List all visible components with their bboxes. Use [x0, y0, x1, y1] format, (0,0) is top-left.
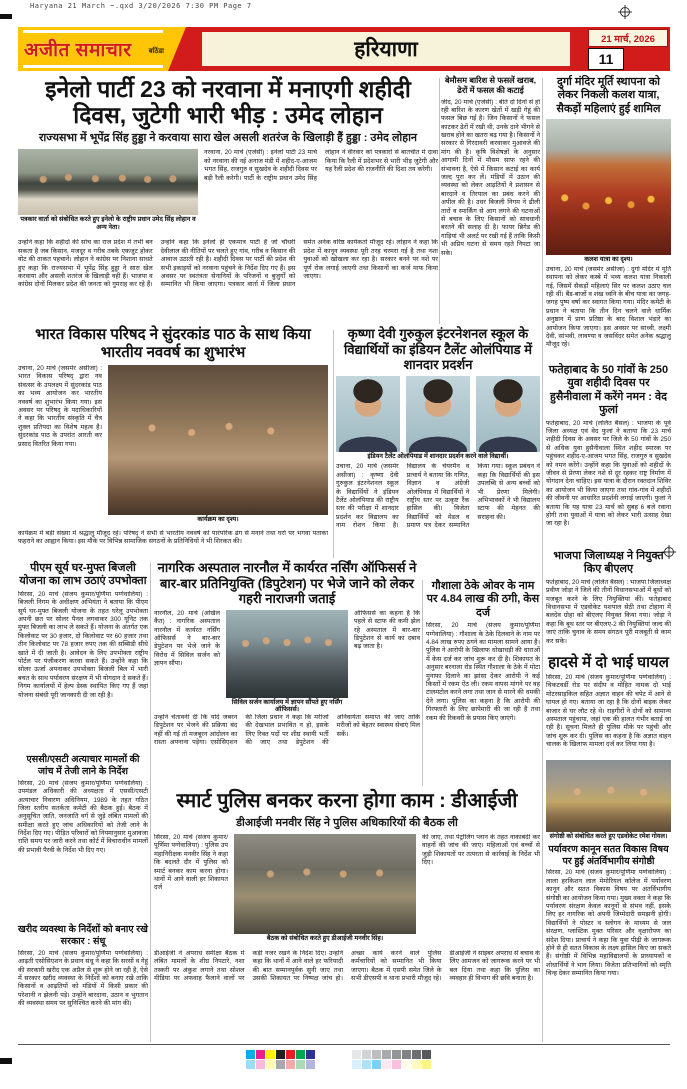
fatehabad-body: फतेहाबाद, 20 मार्च (ललित बैंसल) : भाजपा के पूर्व जिला अध्यक्ष एवं वेद फुलां ने बताया कि 23 मार्च शहीदी दिवस के अवसर पर जिले के 50 गांवों के 250 से अधिक युवा हुसैनीवाला स्थित शहीद स्मारक पर पहुंचकर शहीद-ए-आजम भगत सिंह, राजगुरु व सुखदेव को नमन करेंगे। उन्होंने कहा कि युवाओं को शहीदों के जीवन से प्रेरणा लेकर नशे से दूर रहकर राष्ट्र निर्माण में योगदान देना चाहिए। इस यात्रा के दौरान रक्तदान शिविर का आयोजन भी किया जाएगा तथा गांव-गांव में शहीदों की जीवनी पर आधारित प्रदर्शनी लगाई जाएगी। फुलां ने बताया कि यह यात्रा 23 मार्च को सुबह 6 बजे रवाना होगी तथा युवाओं में यात्रा को लेकर भारी उत्साह देखा जा रहा है।	[546, 419, 671, 528]
nursing-photo	[226, 610, 348, 698]
gaushala-headline: गौशाला ठेके ओवर के नाम पर 4.84 लाख की ठगी, केस दर्ज	[426, 580, 540, 619]
print-slug-line: Haryana 21 March ~.qxd 3/20/2026 7:30 PM Page 7	[30, 2, 252, 10]
article-inelo-lead	[18, 76, 438, 322]
page-end-rule	[18, 1044, 670, 1045]
registration-mark-icon	[618, 5, 632, 19]
logo-slant-shape	[168, 27, 186, 71]
scst-headline: एससी/एसटी अत्याचार मामलों की जांच में तेजी लाने के निर्देश	[26, 754, 140, 777]
paper-name: अजीत समाचार	[24, 40, 132, 61]
lead-body-top: नरवाना, 20 मार्च (एजेंसी) : इनेलो पार्टी 23 मार्च को नरवाना की नई अनाज मंडी में शहीद-ए-आजम भगत सिंह, राजगुरु व सुखदेव के शहीदी दिवस पर बड़ी रैली करेगी। पार्टी के राष्ट्रीय प्रधान उमेद सिंह लोहान ने वीरवार को पत्रकारों से बातचीत में दावा किया कि रैली में प्रदेशभर से भारी भीड़ जुटेगी और यह रैली प्रदेश की राजनीति की दिशा तय करेगी।	[204, 149, 438, 182]
newspaper-logo	[18, 27, 168, 71]
nursing-headline: नागरिक अस्पताल नारनौल में कार्यरत नर्सिंग ऑफिसर्स ने बार-बार प्रतिनियुक्ति (डिपुटेशन) पर भेजे जाने को लेकर गहरी नाराजगी जताई	[157, 560, 417, 607]
accident-headline: हादसे में दो भाई घायल	[548, 654, 669, 671]
talent-body: उचाना, 20 मार्च (जसमेर असीजा) : कृष्णा देवी गुरुकुल इंटरनेशनल स्कूल के विद्यार्थियों ने इंडियन टैलेंट ओलंपियाड की राष्ट्रीय स्तर की परीक्षा में शानदार प्रदर्शन कर विद्यालय का नाम रोशन किया है। विद्यालय के चेयरमैन व प्राचार्य ने बताया कि गणित, विज्ञान व अंग्रेजी ओलंपियाड में विद्यार्थियों ने राष्ट्रीय स्तर पर उत्कृष्ट रैंक हासिल की। विजेता विद्यार्थियों को मेडल व प्रमाण पत्र देकर सम्मानित किया गया। स्कूल प्रबंधन ने कहा कि विद्यार्थियों की इस उपलब्धि से अन्य बच्चों को भी प्रेरणा मिलेगी। अभिभावकों ने भी विद्यालय स्टाफ की मेहनत की सराहना की।	[336, 463, 540, 530]
article-bjp-bla	[546, 550, 671, 650]
column-rule	[439, 78, 440, 324]
column-rule	[422, 580, 423, 786]
article-crops-brief	[441, 76, 540, 322]
nursing-body-bottom: उन्होंने चेतावनी दी कि यदि जबरन डिपुटेशन पर भेजने की प्रक्रिया बंद नहीं की गई तो मजबूरन आंदोलन का रास्ता अपनाना पड़ेगा। एसोसिएशन की जिला प्रधान ने कहा कि मरीजों की देखभाल प्रभावित न हो, इसके लिए रिक्त पदों पर शीघ्र स्थायी भर्ती की जाए तथा डेपुटेशन की अनिवार्यता समाप्त की जाए ताकि मरीजों को बेहतर स्वास्थ्य सेवाएं मिल सकें।	[154, 713, 420, 746]
kharid-headline: खरीद व्यवस्था के निर्देशों को बनाए रखे सरकार : संधू	[18, 924, 148, 947]
police-subheadline: डीआईजी मनवीर सिंह ने पुलिस अधिकारियों की बैठक ली	[236, 817, 458, 829]
police-photo	[234, 834, 416, 934]
police-body-left: सिरसा, 20 मार्च (संजय कुमार/पूर्णिमा पग्गेवालिया) : पुलिस उप महानिरीक्षक मनवीर सिंह ने कहा कि बदलते दौर में पुलिस को स्मार्ट बनकर काम करना होगा। थानों में आने वाली हर शिकायत दर्ज	[154, 834, 228, 892]
crops-headline: बेमौसम बारिश से फसलें खराब, ढेरों में फसल की कटाई	[444, 76, 537, 96]
talent-photo-caption: इंडियन टैलेंट ओलंपियाड में शानदार प्रदर्शन करने वाले विद्यार्थी।	[367, 452, 509, 460]
student-portrait-photo	[336, 376, 400, 452]
lead-figure	[18, 149, 198, 235]
lead-photo-caption: पत्रकार वार्ता को संबोधित करते हुए इनेलो के राष्ट्रीय प्रधान उमेद सिंह लोहान व अन्य नेता।	[20, 216, 196, 232]
bvp-figure	[108, 365, 328, 527]
article-bvp-navvarsh	[18, 326, 328, 560]
bvp-body-bottom: कार्यक्रम में बड़ी संख्या में श्रद्धालु मौजूद रहे। परिषद् ने सभी से भारतीय नववर्ष को पारंपरिक ढंग से मनाने तथा घरों पर भगवा पताका फहराने का आह्वान किया। इस मौके पर विभिन्न सामाजिक संगठनों के प्रतिनिधियों ने भी शिरकत की।	[18, 530, 328, 546]
bvp-body-left: उचाना, 20 मार्च (जसमेर असीजा) : भारत विकास परिषद् द्वारा नव संवत्सर के उपलक्ष्य में सुंदरकांड पाठ का भव्य आयोजन कर भारतीय नववर्ष का शुभारंभ किया गया। इस अवसर पर परिषद् के पदाधिकारियों ने कहा कि भारतीय संस्कृति में चैत्र शुक्ल प्रतिपदा का विशेष महत्व है। सुंदरकांड पाठ के उपरांत आरती कर प्रसाद वितरित किया गया।	[18, 365, 102, 448]
column-rule	[333, 330, 334, 558]
article-gaushala-fraud	[426, 580, 540, 786]
police-body-right: की जाए, तथा पेट्रोलिंग प्लान के तहत नाकाबंदी कर वाहनों की जांच की जाए। महिलाओं एवं बच्चों से जुड़ी शिकायतों पर तत्परता से कार्रवाई के निर्देश भी दिए।	[422, 834, 540, 867]
kalash-photo	[546, 119, 671, 255]
student-portrait-photo	[476, 376, 540, 452]
seminar-body: सिरसा, 20 मार्च (संजय कुमार/पूर्णिमा पग्गेवालिया) : लाला हरकिशन लाल मेमोरियल कॉलेज में पर्यावरण कानून और सतत विकास विषय पर अंतर्विभागीय संगोष्ठी का आयोजन किया गया। मुख्य वक्ता ने कहा कि पर्यावरण संरक्षण केवल कानूनों से संभव नहीं, इसके लिए हर नागरिक को अपनी जिम्मेदारी समझनी होगी। विद्यार्थियों ने पोस्टर व स्लोगन के माध्यम से जल संरक्षण, प्लास्टिक मुक्त परिसर और वृक्षारोपण का संदेश दिया। प्राचार्य ने कहा कि युवा पीढ़ी के जागरूक होने से ही सतत विकास के लक्ष्य हासिल किए जा सकते हैं। संगोष्ठी में विभिन्न महाविद्यालयों के प्राध्यापकों व शोधार्थियों ने भाग लिया। विजेता प्रतिभागियों को स्मृति चिन्ह देकर सम्मानित किया गया।	[546, 869, 671, 978]
seminar-photo	[546, 760, 671, 832]
article-fatehabad-youth	[546, 364, 671, 546]
article-scst-directions	[18, 754, 148, 920]
section-title: हरियाणा	[354, 38, 418, 61]
masthead	[18, 27, 670, 71]
lead-body-bottom: उन्होंने कहा कि शहीदों की सोच का राज प्रदेश में तभी बन सकता है जब किसान, मजदूर व गरीब तबके एकजुट होकर वोट की ताकत पहचानें। लोहान ने कांग्रेस पर निशाना साधते हुए कहा कि राज्यसभा में भूपेंद्र सिंह हुड्डा ने सारा खेल करवाया और असली शतरंज के खिलाड़ी वही हैं। भाजपा व कांग्रेस दोनों मिलकर प्रदेश की जनता को गुमराह कर रहे हैं। उन्होंने कहा कि इनेलो ही एकमात्र पार्टी है जो चौधरी देवीलाल की नीतियों पर चलते हुए गांव, गरीब व किसान की आवाज उठाती रही है। शहीदी दिवस पर पार्टी की प्रदेश की सभी इकाइयों को नरवाना पहुंचने के निर्देश दिए गए हैं। इस अवसर पर स्वतंत्रता सेनानियों के परिजनों व बुजुर्गों को सम्मानित भी किया जाएगा। पत्रकार वार्ता में जिला प्रधान समेत अनेक वरिष्ठ कार्यकर्ता मौजूद रहे। लोहान ने कहा कि प्रदेश में कानून व्यवस्था पूरी तरह चरमरा गई है तथा नशा युवाओं को खोखला कर रहा है। सरकार बनने पर नशे पर पूर्ण रोक लगाई जाएगी तथा किसानों का कर्ज माफ किया जाएगा।	[18, 239, 438, 289]
article-environment-seminar	[546, 760, 671, 1042]
article-kharid-vyavastha	[18, 924, 148, 1042]
pm-surya-headline: पीएम सूर्य घर-मुफ्त बिजली योजना का लाभ उठाएं उपभोक्ता	[19, 562, 147, 588]
article-nursing-officers	[154, 560, 420, 786]
section-title-box	[202, 32, 570, 66]
bla-body: फतेहाबाद, 20 मार्च (ललित बैंसल) : भाजपा जिलाध्यक्ष प्रवीण जोड़ा ने जिले की तीनों विधानसभाओं में बूथों को मजबूत करने के लिए नियुक्तियां कीं। फतेहाबाद विधानसभा में एडवोकेट यशपाल सेठी तथा टोहाना में बलदेव ग्रोहा को बीएलए नियुक्त किया गया। जोड़ा ने कहा कि बूथ स्तर पर बीएलए-2 की नियुक्तियां जल्द की जाएं ताकि चुनाव के समय संगठन पूरी मजबूती से काम कर सके।	[546, 578, 671, 645]
nursing-photo-caption: सिविल सर्जन कार्यालय में ज्ञापन सौंपते हुए नर्सिंग ऑफिसर्स।	[231, 698, 343, 714]
gaushala-body: सिरसा, 20 मार्च (संजय कुमार/पूर्णिमा पग्गेवालिया) : गौशाला के ठेके दिलवाने के नाम पर 4.84 लाख रुपए ठगने का मामला सामने आया है। पुलिस ने आरोपी के खिलाफ धोखाधड़ी की धाराओं में केस दर्ज कर जांच शुरू कर दी है। शिकायत के अनुसार बरनाला रोड स्थित गौशाला के ठेके में मोटा मुनाफा दिलाने का झांसा देकर आरोपी ने कई किस्तों में रकम ऐंठ ली। रकम वापस मांगने पर वह टालमटोल करने लगा तथा जान से मारने की धमकी देने लगा। पुलिस का कहना है कि आरोपी की गिरफ्तारी के लिए छापेमारी की जा रही है तथा रकम की रिकवरी के प्रयास किए जाएंगे।	[426, 622, 540, 722]
column-rule	[542, 78, 543, 1042]
article-accident	[546, 654, 671, 758]
seminar-headline: पर्यावरण कानून सतत विकास विषय पर हुई अंतर्विभागीय संगोष्ठी	[548, 843, 669, 867]
police-photo-caption: बैठक को संबोधित करते हुए डीआईजी मनवीर सिंह।	[266, 935, 384, 942]
edge-crop-mark	[0, 1058, 12, 1064]
fatehabad-headline: फतेहाबाद के 50 गांवों के 250 युवा शहीदी दिवस पर हुसैनीवाला में करेंगे नमन : वेद फुलां	[548, 364, 669, 417]
lead-subheadline: राज्यसभा में भूपेंद्र सिंह हुड्डा ने करवाया सारा खेल असली शतरंज के खिलाड़ी हैं हुड्डा : उमेद लोहान	[38, 132, 418, 145]
kalash-photo-caption: कलश यात्रा का दृश्य।	[584, 256, 633, 264]
student-portrait-photo	[406, 376, 470, 452]
date-page-stack	[586, 27, 670, 71]
kalash-headline: दुर्गा मंदिर मूर्ति स्थापना को लेकर निकली कलश यात्रा, सैकड़ों महिलाएं हुई शामिल	[556, 76, 661, 115]
article-kalash-yatra	[546, 76, 671, 360]
nursing-body-right: ऑफिसर्स का कहना है कि पहले से स्टाफ की कमी झेल रहे अस्पताल में बार-बार डिपुटेशन से कार्य का दबाव बढ़ जाता है।	[354, 609, 420, 651]
bvp-headline: भारत विकास परिषद ने सुंदरकांड पाठ के साथ किया भारतीय नववर्ष का शुभारंभ	[35, 326, 311, 361]
article-talent-olympiad	[336, 326, 540, 560]
edition-label: बठिंडा	[148, 48, 164, 55]
scst-body: सिरसा, 20 मार्च (संजय कुमार/पूर्णिमा पग्गेवालिया) : उपमंडल अधिकारी की अध्यक्षता में एससी/एसटी अत्याचार निवारण अधिनियम, 1989 के तहत गठित जिला स्तरीय सतर्कता कमेटी की बैठक हुई। बैठक में अनुसूचित जाति, जनजाति वर्ग से जुड़े लंबित मामलों की समीक्षा करते हुए जांच अधिकारियों को तेजी लाने के निर्देश दिए गए। पीड़ित परिवारों को नियमानुसार मुआवजा राशि समय पर जारी करने तथा कोर्ट में विचाराधीन मामलों की प्रभावी पैरवी के निर्देश भी दिए गए।	[18, 779, 148, 854]
logo-stripe	[23, 65, 163, 68]
lead-photo	[18, 149, 198, 215]
bvp-photo	[108, 365, 328, 515]
bla-headline: भाजपा जिलाध्यक्ष ने नियुक्त किए बीएलए	[553, 550, 664, 576]
police-headline: स्मार्ट पुलिस बनकर करना होगा काम : डीआईजी	[176, 790, 518, 812]
article-smart-police	[154, 790, 540, 1042]
seminar-photo-caption: संगोष्ठी को संबोधित करते हुए एडवोकेट रमेश गोयल।	[549, 833, 668, 840]
page-number: 11	[588, 48, 624, 70]
talent-headline: कृष्णा देवी गुरुकुल इंटरनेशनल स्कूल के विद्यार्थियों का इंडियन टैलेंट ओलंपियाड में शानदार प्रदर्शन	[343, 326, 533, 373]
kharid-body: सिरसा, 20 मार्च (संजय कुमार/पूर्णिमा पग्गेवालिया) : आढ़ती एसोसिएशन के प्रधान संधू ने कहा कि सरसों व गेहूं की सरकारी खरीद एक अप्रैल से शुरू होने जा रही है, ऐसे में सरकार खरीद व्यवस्था के निर्देशों को बनाए रखे ताकि किसानों व आढ़तियों को मंडियों में किसी प्रकार की परेशानी न झेलनी पड़े। उन्होंने बारदाना, उठान व भुगतान की व्यवस्था समय पर सुनिश्चित करने की मांग की।	[18, 949, 148, 1008]
nursing-body-left: नारनौल, 20 मार्च (अखिल कैंत) : नागरिक अस्पताल नारनौल में कार्यरत नर्सिंग ऑफिसर्स ने बार-बार डेपुटेशन पर भेजे जाने के विरोध में सिविल सर्जन को ज्ञापन सौंपा।	[154, 609, 220, 668]
issue-date: 21 मार्च, 2026	[588, 29, 668, 47]
police-figure	[234, 834, 416, 946]
edge-crop-mark	[0, 14, 12, 19]
pm-surya-body: सिरसा, 20 मार्च (संजय कुमार/पूर्णिमा पग्गेवालिया) : बिजली निगम के अधीक्षण अभियंता ने बताया कि पीएम सूर्य घर-मुफ्त बिजली योजना के तहत घरेलू उपभोक्ता अपनी छत पर सोलर पैनल लगवाकर 300 यूनिट तक मुफ्त बिजली का लाभ ले सकते हैं। योजना के अंतर्गत एक किलोवाट पर 30 हजार, दो किलोवाट पर 60 हजार तथा तीन किलोवाट पर 78 हजार रुपए तक की सब्सिडी सीधे खाते में दी जाती है। आवेदन के लिए उपभोक्ता राष्ट्रीय पोर्टल पर पंजीकरण करवा सकते हैं। उन्होंने कहा कि सोलर ऊर्जा अपनाकर उपभोक्ता बिजली बिल में भारी बचत के साथ पर्यावरण संरक्षण में भी योगदान दे सकते हैं। निगम कार्यालयों में हेल्प डेस्क स्थापित किए गए हैं जहां योजना संबंधी पूरी जानकारी दी जा रही है।	[18, 590, 148, 699]
police-body-bottom: डीआईजी ने अपराध समीक्षा बैठक में लंबित मामलों के शीघ्र निपटारे, नशा तस्करी पर अंकुश लगाने तथा सोशल मीडिया पर अफवाह फैलाने वालों पर कड़ी नजर रखने के निर्देश दिए। उन्होंने कहा कि थानों में आने वाले हर फरियादी की बात सम्मानपूर्वक सुनी जाए तथा उसकी शिकायत पर निष्पक्ष जांच हो। अच्छा कार्य करने वाले पुलिस कर्मचारियों को सम्मानित भी किया जाएगा। बैठक में एसपी समेत जिले के सभी डीएसपी व थाना प्रभारी मौजूद रहे। डीआईजी ने साइबर अपराध से बचाव के लिए आमजन को जागरूक करने पर भी बल दिया तथा कहा कि पुलिस का व्यवहार ही विभाग की छवि बनाता है।	[154, 950, 540, 983]
column-rule	[150, 562, 151, 1042]
kalash-body: उचाना, 20 मार्च (जसमेर असीजा) : दुर्गा मंदिर में मूर्ति स्थापना को लेकर कस्बे में भव्य कलश यात्रा निकाली गई, जिसमें सैकड़ों महिलाएं सिर पर कलश उठाए चल रही थीं। बैंड-बाजों व शंख ध्वनि के बीच यात्रा का जगह-जगह पुष्प वर्षा कर स्वागत किया गया। मंदिर कमेटी के प्रधान ने बताया कि तीन दिन चलने वाले धार्मिक अनुष्ठान में प्राण प्रतिष्ठा के बाद विशाल भंडारे का आयोजन किया जाएगा। इस अवसर पर साध्वी, लक्ष्मी देवी, सांभवी, लावण्या व जसविंदर समेत अनेक श्रद्धालु मौजूद रहे।	[546, 265, 671, 349]
bvp-photo-caption: कार्यक्रम का दृश्य।	[197, 516, 239, 523]
lead-headline: इनेलो पार्टी 23 को नरवाना में मनाएगी शहीदी दिवस, जुटेगी भारी भीड़ : उमेद लोहान	[45, 76, 411, 129]
tint-step-bar	[352, 1050, 432, 1069]
cmyk-colour-bar	[246, 1050, 316, 1069]
accident-body: सिरसा, 20 मार्च (संजय कुमार/पूर्णिमा पग्गेवालिया) : चिकटवर्डी रोड पर संदीप व मोहित नामक दो भाई मोटरसाइकिल सहित अज्ञात वाहन की चपेट में आने से घायल हो गए। बताया जा रहा है कि दोनों बाइक लेकर बाजार से घर लौट रहे थे। राहगीरों ने दोनों को सामान्य अस्पताल पहुंचाया, जहां एक की हालत गंभीर बताई जा रही है। सूचना मिलते ही पुलिस मौके पर पहुंची और जांच शुरू कर दी। पुलिस का कहना है कि अज्ञात वाहन चालक के खिलाफ मामला दर्ज कर लिया गया है।	[546, 674, 671, 749]
nursing-figure	[226, 610, 348, 714]
crops-body: जींद, 20 मार्च (एजेंसी) : बीते दो दिनों से हो रही बारिश के कारण खेतों में खड़ी गेहूं की फसल बिछ गई है। जिन किसानों ने फसल काटकर ढेरों में रखी थी, उनके दाने भीगने से खराब होने का खतरा बढ़ गया है। किसानों ने सरकार से गिरदावरी करवाकर मुआवजे की मांग की है। कृषि विशेषज्ञों के अनुसार आगामी दिनों में मौसम साफ रहने की संभावना है, ऐसे में किसान कटाई का कार्य जल्द पूरा कर लें। मंडियों में उठान की व्यवस्था को लेकर आढ़तियों ने प्रशासन से बारदाने व तिरपाल का प्रबंध करने की अपील की है। उधर बिजली निगम ने ढीली तारों व स्पार्किंग से आग लगने की घटनाओं से बचाव के लिए किसानों को सावधानी बरतने की सलाह दी है। फायर ब्रिगेड की गाड़ियां भी अलर्ट पर रखी गई हैं ताकि किसी भी अप्रिय घटना से समय रहते निपटा जा सके।	[441, 98, 540, 257]
article-pm-surya-ghar	[18, 562, 148, 750]
logo-stripe	[23, 30, 163, 33]
